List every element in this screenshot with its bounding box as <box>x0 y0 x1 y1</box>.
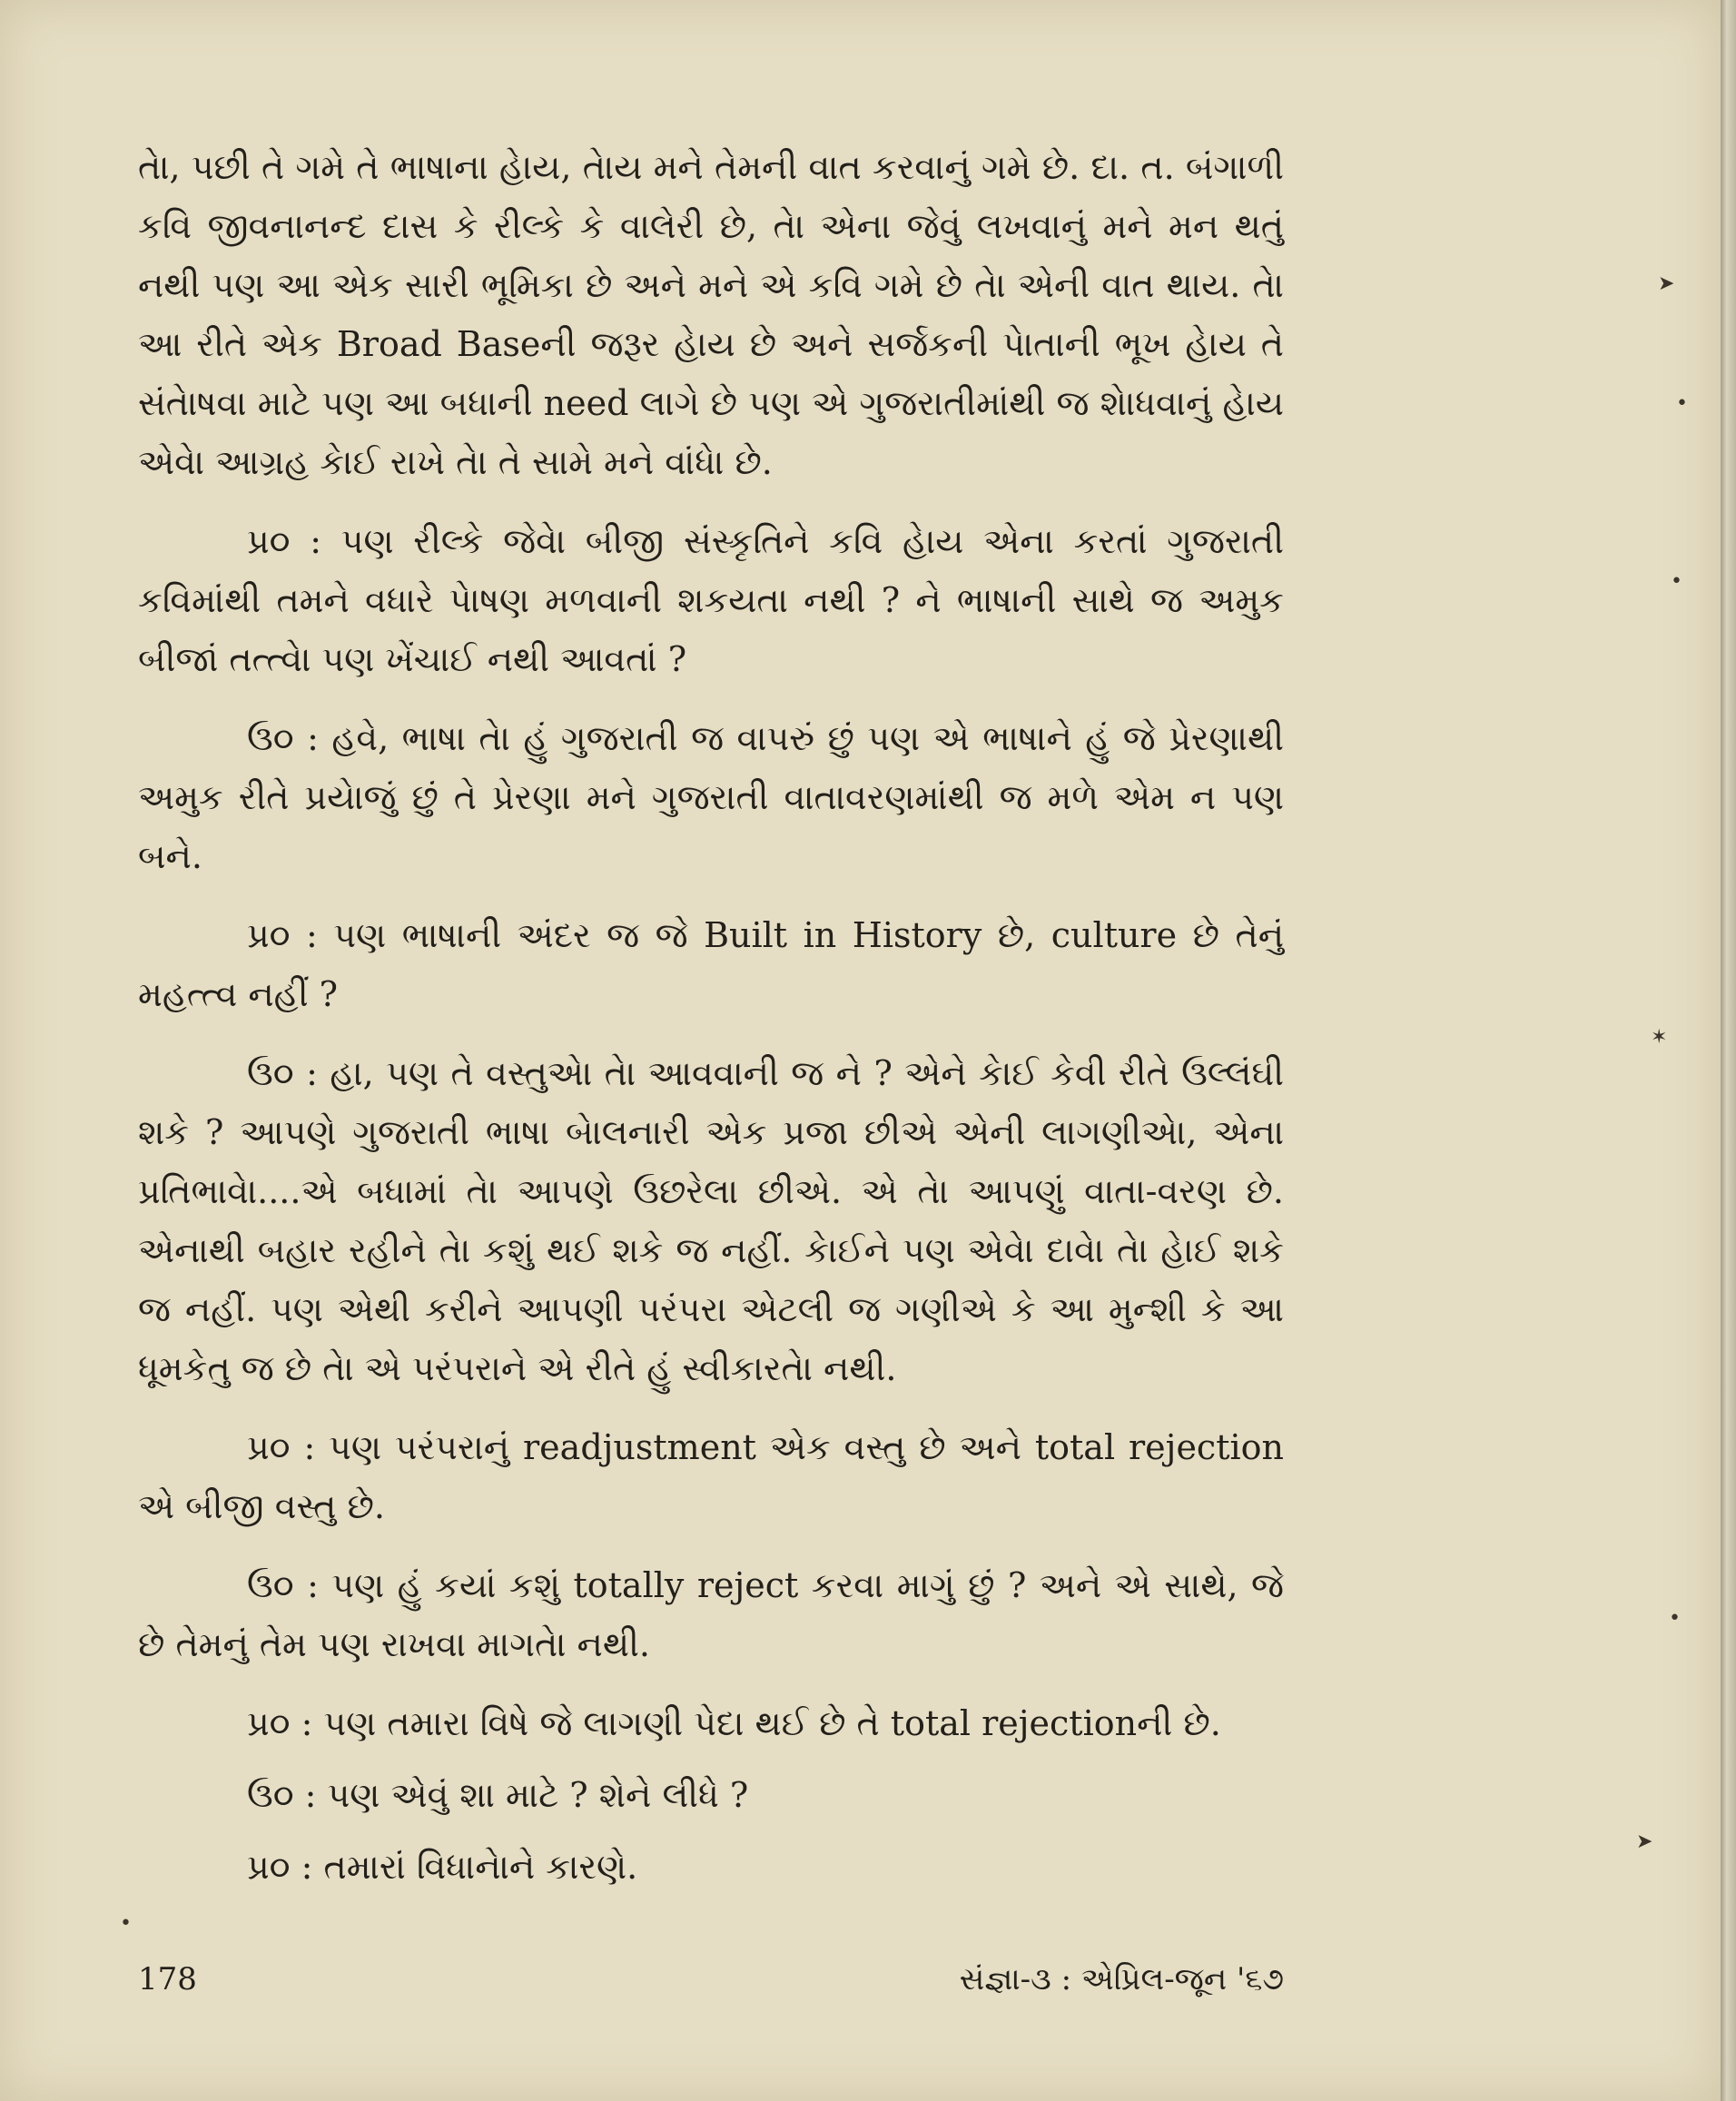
answer-paragraph: ઉ૦ : હવે, ભાષા તેા હું ગુજરાતી જ વાપરું છું પણ એ ભાષાને હું જે પ્રેરણાથી અમુક રીતે પ્રયેાજું છું તે પ્રેરણા મને ગુજરાતી વાતાવરણમાંથી જ મળે એમ ન પણ બને. <box>138 718 1284 876</box>
answer-paragraph: ઉ૦ : પણ હું કયાં કશું totally reject કરવા માગું છું ? અને એ સાથે, જે છે તેમનું તેમ પણ રાખવા માગતેા નથી. <box>138 1565 1284 1664</box>
question-paragraph: પ્ર૦ : પણ ભાષાની અંદર જ જે Built in History છે, culture છે તેનું મહત્ત્વ નહીં ? <box>138 915 1285 1014</box>
page-number: 178 <box>138 1961 197 1997</box>
question-paragraph: પ્ર૦ : તમારાં વિધાનેાને કારણે. <box>247 1847 638 1887</box>
margin-ink-dot: • <box>1669 1607 1681 1630</box>
question-paragraph: પ્ર૦ : પણ રીલ્કે જેવેા બીજી સંસ્કૃતિને કવિ હેાય એના કરતાં ગુજરાતી કવિમાંથી તમને વધારે પેાષણ મળવાની શકયતા નથી ? ને ભાષાની સાથે જ અમુક બીજાં તત્ત્વેા પણ ખેંચાઈ નથી આવતાં ? <box>138 521 1284 679</box>
margin-ink-mark: ➤ <box>1658 272 1675 295</box>
margin-ink-dot: • <box>1676 392 1688 415</box>
book-page-edge <box>1721 0 1736 2101</box>
page-body <box>138 138 1284 1897</box>
page-footer <box>138 1961 1284 1997</box>
answer-paragraph: ઉ૦ : પણ એવું શા માટે ? શેને લીધે ? <box>247 1775 749 1815</box>
margin-ink-dot: • <box>1671 570 1682 593</box>
margin-ink-dot: • <box>120 1912 132 1935</box>
paragraph-continuation: તેા, પછી તે ગમે તે ભાષાના હેાય, તેાય મને તેમની વાત કરવાનું ગમે છે. દા. ત. બંગાળી કવિ જીવનાનન્દ દાસ કે રીલ્કે કે વાલેરી છે, તેા એના જેવું લખવાનું મને મન થતું નથી પણ આ એક સારી ભૂમિકા છે અને મને એ કવિ ગમે છે તેા એની વાત થાય. તેા આ રીતે એક Broad Baseની જરૂર હેાય છે અને સર્જકની પેાતાની ભૂખ હેાય તે સંતેાષવા માટે પણ આ બધાની need લાગે છે પણ એ ગુજરાતીમાંથી જ શેાધવાનું હેાય એવેા આગ્રહ કેાઈ રાખે તેા તે સામે મને વાંધેા છે. <box>138 147 1284 482</box>
answer-paragraph: ઉ૦ : હા, પણ તે વસ્તુએા તેા આવવાની જ ને ? એને કેાઈ કેવી રીતે ઉલ્લંઘી શકે ? આપણે ગુજરાતી ભાષા બેાલનારી એક પ્રજા છીએ એની લાગણીએા, એના પ્રતિભાવેા....એ બધામાં તેા આપણે ઉછરેલા છીએ. એ તેા આપણું વાતા-વરણ છે. એનાથી બહાર રહીને તેા કશું થઈ શકે જ નહીં. કેાઈને પણ એવેા દાવેા તેા હેાઈ શકે જ નહીં. પણ એથી કરીને આપણી પરંપરા એટલી જ ગણીએ કે આ મુન્શી કે આ ધૂમકેતુ જ છે તેા એ પરંપરાને એ રીતે હું સ્વીકારતેા નથી. <box>138 1053 1284 1388</box>
margin-ink-mark: ➤ <box>1636 1830 1653 1853</box>
question-paragraph: પ્ર૦ : પણ તમારા વિષે જે લાગણી પેદા થઈ છે તે total rejectionની છે. <box>247 1703 1221 1743</box>
question-paragraph: પ્ર૦ : પણ પરંપરાનું readjustment એક વસ્તુ છે અને total rejection એ બીજી વસ્તુ છે. <box>138 1427 1284 1526</box>
margin-ink-mark: ✶ <box>1651 1026 1668 1049</box>
journal-issue: સંજ્ઞા-૩ : એપ્રિલ-જૂન '૬૭ <box>959 1961 1284 1997</box>
